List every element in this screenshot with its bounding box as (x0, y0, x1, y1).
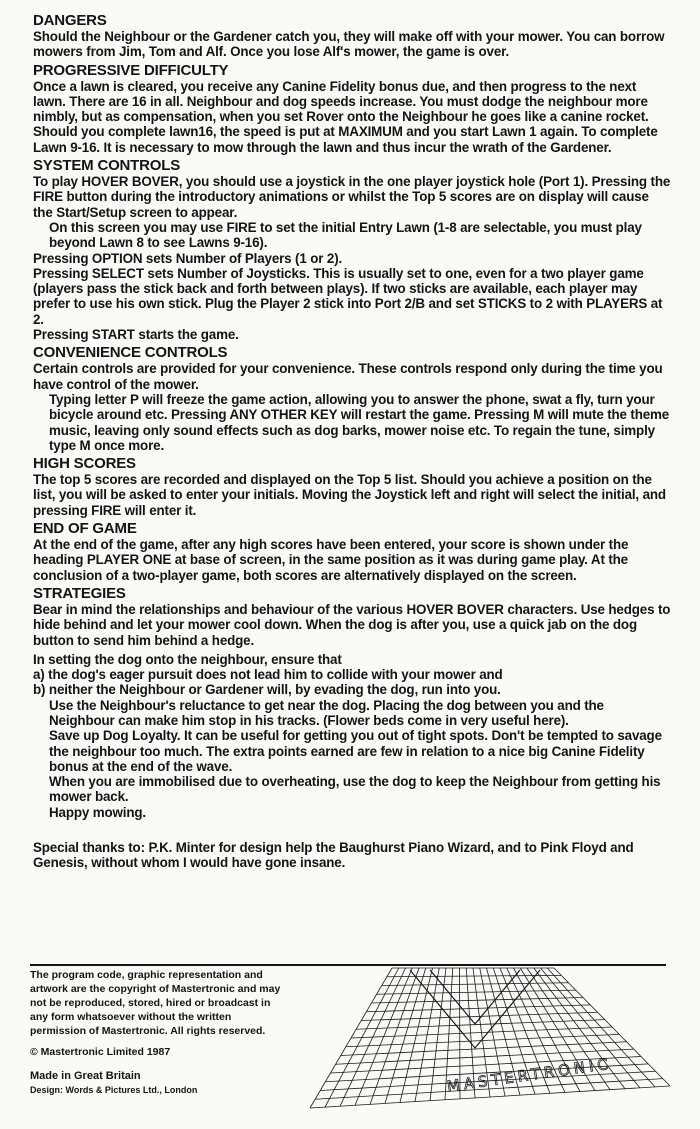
copyright-year: © Mastertronic Limited 1987 (30, 1046, 171, 1058)
copyright-line: artwork are the copyright of Mastertronic and may (30, 983, 281, 995)
paragraph: Pressing START starts the game. (33, 327, 239, 343)
paragraph: Save up Dog Loyalty. It can be useful for getting you out of tight spots. Don't be tempted to savage the neighbour too much. The extra points earned are few in relation to a nice big Canine Fidelity bonus at the end of the wave. (49, 728, 662, 774)
copyright-line: The program code, graphic representation and (30, 969, 263, 981)
paragraph: In setting the dog onto the neighbour, ensure that (33, 651, 342, 667)
manual-content (33, 13, 672, 820)
design-credit: Design: Words & Pictures Ltd., London (30, 1085, 198, 1095)
paragraph: b) neither the Neighbour or Gardener will, by evading the dog, run into you. (33, 682, 501, 698)
section-heading: HIGH SCORES (33, 455, 136, 473)
paragraph: When you are immobilised due to overheating, use the dog to keep the Neighbour from getting his mower back. (49, 774, 661, 805)
paragraph: On this screen you may use FIRE to set the initial Entry Lawn (1-8 are selectable, you must play beyond Lawn 8 to see Lawns 9-16). (49, 219, 642, 251)
paragraph: At the end of the game, after any high scores have been entered, your score is shown under the heading PLAYER ONE at base of screen, in the same position as it was during game play. At the conclusion of a two-player game, both scores are alternatively displayed on the screen. (33, 537, 629, 583)
section-heading: DANGERS (33, 12, 107, 29)
section-heading: CONVENIENCE CONTROLS (33, 344, 228, 362)
paragraph: Use the Neighbour's reluctance to get near the dog. Placing the dog between you and the Neighbour can make him stop in his tracks. (Flower beds come in very useful here). (49, 697, 604, 728)
section-heading: STRATEGIES (33, 584, 126, 602)
paragraph: Pressing OPTION sets Number of Players (1 or 2). (33, 250, 343, 266)
copyright-line: not be reproduced, stored, hired or broadcast in (30, 997, 271, 1009)
paragraph: Certain controls are provided for your convenience. These controls respond only during the time you have control of the mower. (33, 361, 663, 392)
paragraph: To play HOVER BOVER, you should use a joystick in the one player joystick hole (Port 1). Pressing the FIRE button during the introductory animations or whilst the Top 5 scores are on display will cause the Start/Setup screen to appear. (33, 174, 671, 220)
paragraph: Bear in mind the relationships and behaviour of the various HOVER BOVER characters. Use hedges to hide behind and let your mower cool down. When the dog is after you, use a quick jab on the dog button to send him behind a hedge. (33, 601, 671, 648)
special-thanks: Special thanks to: P.K. Minter for design help the Baughurst Piano Wizard, and to Pink Floyd and Genesis, without whom I would have gone insane. (33, 840, 634, 871)
mastertronic-logo (300, 962, 674, 1120)
paragraph: Pressing SELECT sets Number of Joysticks. This is usually set to one, even for a two player game (players pass the stick back and forth between plays). If two sticks are available, each player may prefer to use his own stick. Plug the Player 2 stick into Port 2/B and set STICKS to 2 with PLAYERS at 2. (33, 265, 663, 327)
paragraph: Once a lawn is cleared, you receive any Canine Fidelity bonus due, and then progress to the next lawn. There are 16 in all. Neighbour and dog speeds increase. You must dodge the neighbour more nimbly, but as compensation, when you set Rover onto the Neighbour he goes like a canine rocket. Should you complete lawn16, the speed is put at MAXIMUM and you start Lawn 1 again. To complete Lawn 9-16. It is necessary to mow through the lawn and thus incur the wrath of the Gardener. (33, 78, 658, 155)
copyright-line: permission of Mastertronic. All rights reserved. (30, 1025, 266, 1037)
section-heading: SYSTEM CONTROLS (33, 157, 181, 175)
made-in: Made in Great Britain (30, 1070, 141, 1082)
paragraph: The top 5 scores are recorded and displayed on the Top 5 list. Should you achieve a position on the list, you will be asked to enter your initials. Moving the Joystick left and right will select the initial, and pressing FIRE will enter it. (33, 472, 666, 518)
paragraph: Happy mowing. (49, 804, 146, 820)
logo-wordmark: MASTERTRONIC (445, 1054, 613, 1096)
paragraph: a) the dog's eager pursuit does not lead him to collide with your mower and (33, 667, 503, 683)
section-heading: END OF GAME (33, 520, 137, 538)
paragraph: Typing letter P will freeze the game action, allowing you to answer the phone, swat a fly, turn your bicycle around etc. Pressing ANY OTHER KEY will restart the game. Pressing M will mute the theme music, leaving only sound effects such as dog barks, mower noise etc. To regain the tune, simply type M once more. (49, 391, 670, 453)
copyright-line: any form whatsoever without the written (30, 1011, 232, 1023)
paragraph: Should the Neighbour or the Gardener catch you, they will make off with your mower. You can borrow mowers from Jim, Tom and Alf. Once you lose Alf's mower, the game is over. (33, 29, 665, 60)
section-heading: PROGRESSIVE DIFFICULTY (33, 61, 229, 79)
